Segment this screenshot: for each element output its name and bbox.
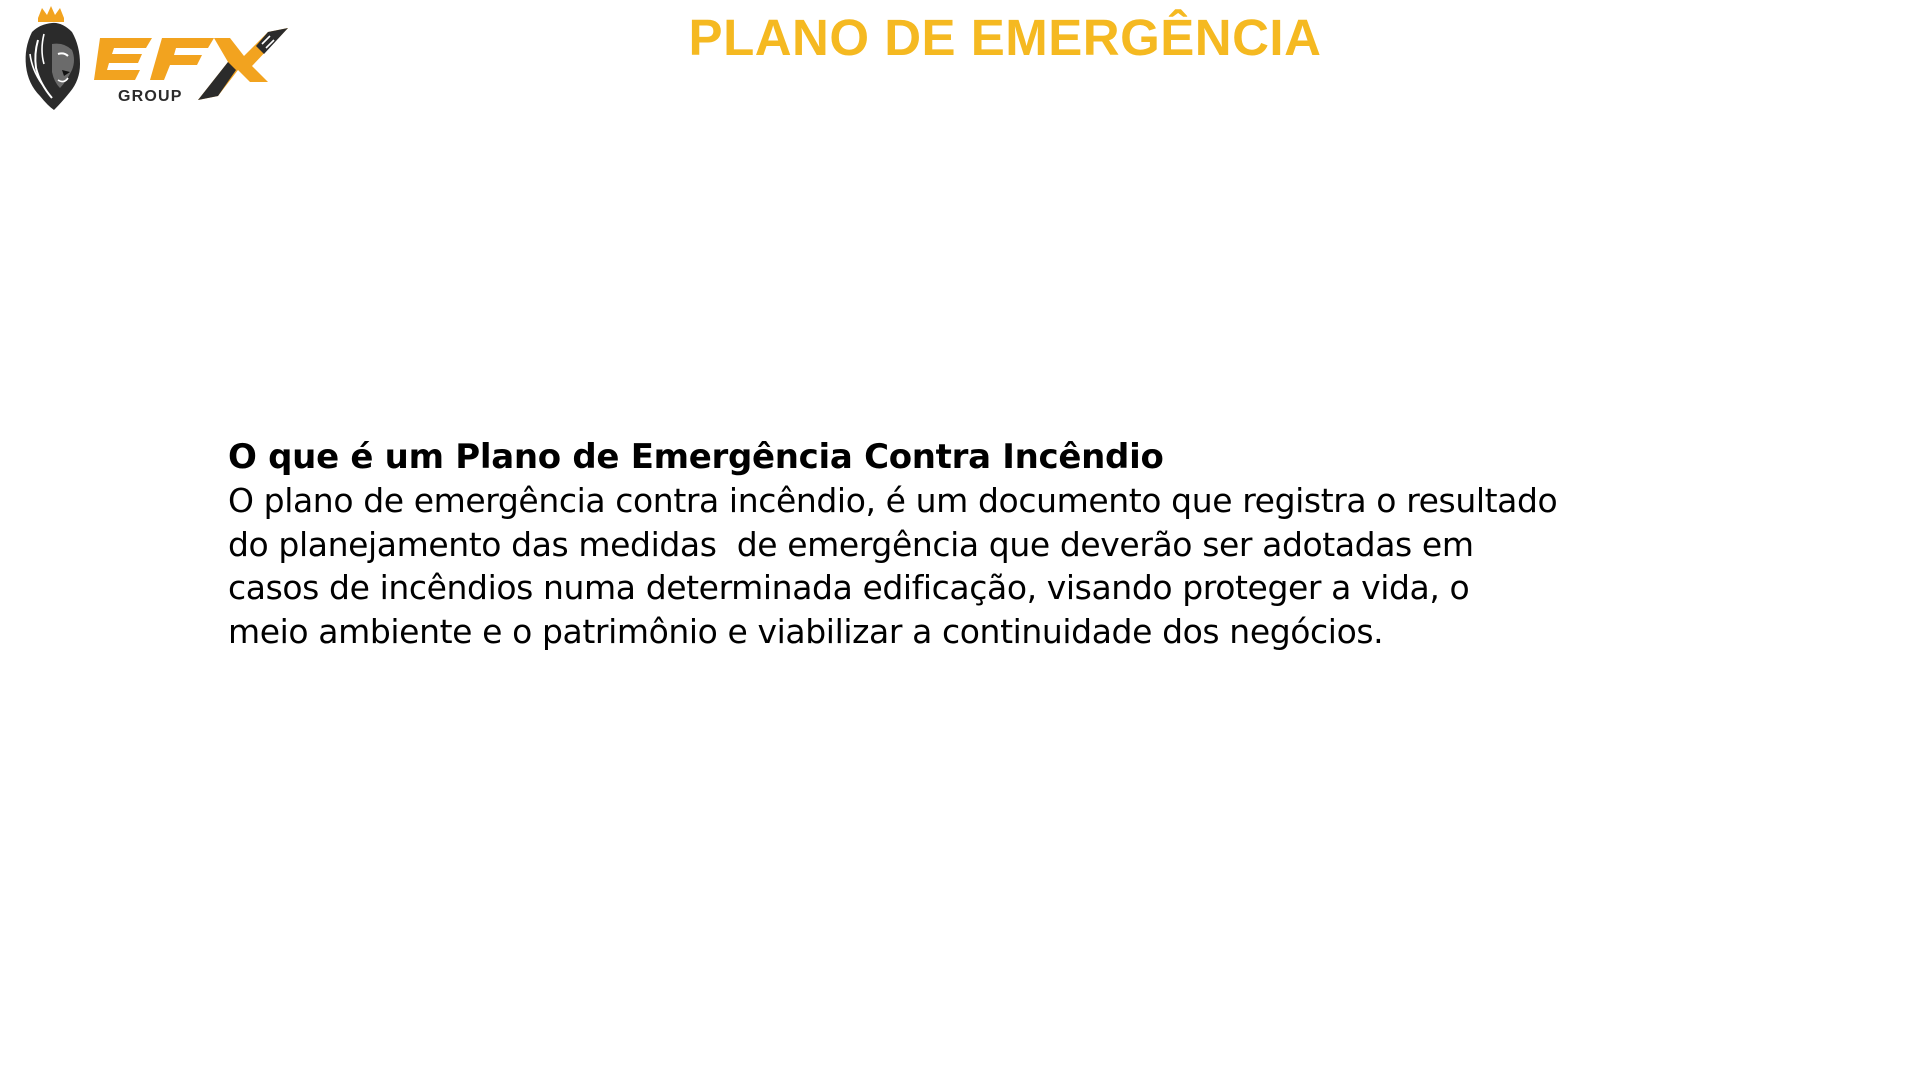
slide-title: PLANO DE EMERGÊNCIA bbox=[688, 9, 1322, 66]
body-line: do planejamento das medidas de emergência que deverão ser adotadas em bbox=[228, 524, 1474, 564]
content-block bbox=[228, 436, 1768, 653]
body-line: casos de incêndios numa determinada edificação, visando proteger a vida, o bbox=[228, 568, 1470, 607]
content-heading: O que é um Plano de Emergência Contra Incêndio bbox=[228, 437, 1164, 477]
body-line: meio ambiente e o patrimônio e viabilizar a continuidade dos negócios. bbox=[228, 611, 1384, 651]
logo-group-text: GROUP bbox=[118, 88, 183, 105]
body-line: O plano de emergência contra incêndio, é um documento que registra o resultado bbox=[228, 481, 1558, 520]
